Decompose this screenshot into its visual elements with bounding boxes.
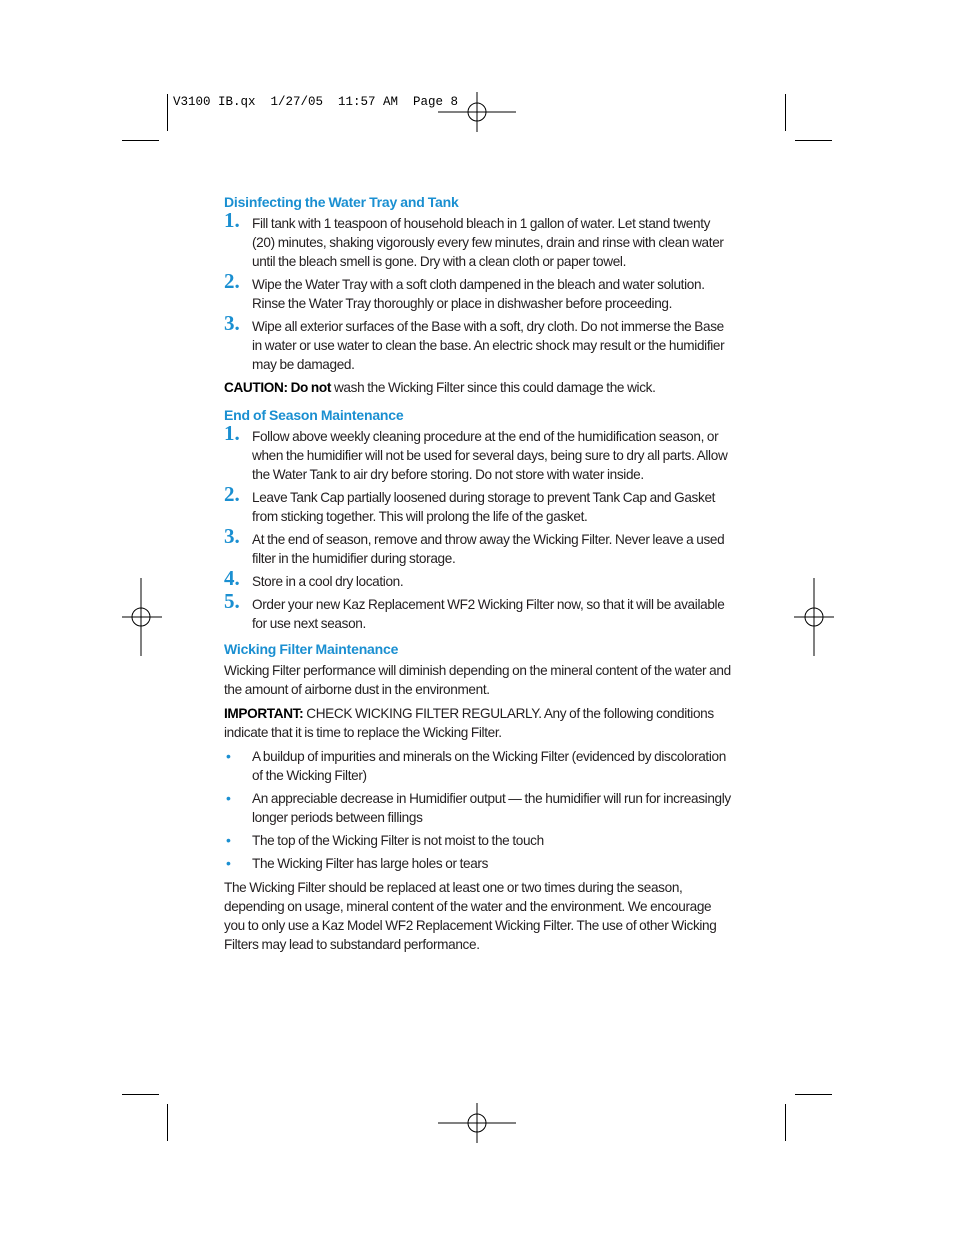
section-end-of-season bbox=[224, 406, 732, 633]
crop-mark bbox=[795, 140, 832, 141]
steps-list bbox=[224, 208, 732, 374]
caution-text: wash the Wicking Filter since this could damage the wick. bbox=[331, 380, 656, 395]
crop-mark bbox=[122, 140, 159, 141]
list-item bbox=[224, 831, 732, 850]
bullet-icon: • bbox=[226, 855, 231, 871]
list-item bbox=[224, 854, 732, 873]
bullet-icon: • bbox=[226, 790, 231, 806]
step-number: 2. bbox=[224, 269, 240, 293]
section-title: Disinfecting the Water Tray and Tank bbox=[224, 194, 459, 210]
list-item bbox=[224, 482, 732, 526]
step-text: At the end of season, remove and throw away the Wicking Filter. Never leave a used filter in the humidifier during storage. bbox=[252, 532, 725, 566]
list-item bbox=[224, 524, 732, 568]
section-disinfecting bbox=[224, 193, 732, 397]
crop-mark bbox=[785, 1104, 786, 1141]
intro-paragraph: Wicking Filter performance will diminish depending on the mineral content of the water and the amount of airborne dust in the environment. bbox=[224, 663, 731, 697]
registration-mark-icon bbox=[794, 578, 834, 656]
step-text: Wipe all exterior surfaces of the Base with a soft, dry cloth. Do not immerse the Base in water or use water to clean the base. An electric shock may result or the humidifier may be damaged. bbox=[252, 319, 725, 372]
step-number: 1. bbox=[224, 208, 240, 232]
list-item bbox=[224, 311, 732, 374]
caution-note bbox=[224, 378, 732, 397]
page-content bbox=[224, 193, 732, 961]
step-text: Order your new Kaz Replacement WF2 Wicking Filter now, so that it will be available for use next season. bbox=[252, 597, 725, 631]
step-text: Leave Tank Cap partially loosened during storage to prevent Tank Cap and Gasket from sticking together. This will prolong the life of the gasket. bbox=[252, 490, 716, 524]
crop-mark bbox=[167, 1104, 168, 1141]
registration-mark-icon bbox=[438, 1103, 516, 1143]
closing-paragraph: The Wicking Filter should be replaced at least one or two times during the season, depending on usage, mineral content of the water and the environment. We encourage you to only use a Kaz Model WF2 Replacement Wicking Filter. The use of other Wicking Filters may lead to substandard performance. bbox=[224, 880, 717, 952]
crop-mark bbox=[785, 94, 786, 131]
bullet-icon: • bbox=[226, 748, 231, 764]
list-item bbox=[224, 789, 732, 827]
list-item bbox=[224, 269, 732, 313]
list-item bbox=[224, 566, 732, 591]
step-number: 1. bbox=[224, 421, 240, 445]
caution-label: CAUTION: Do not bbox=[224, 380, 332, 395]
registration-mark-icon bbox=[438, 92, 516, 132]
list-item bbox=[224, 747, 732, 785]
print-slug: V3100 IB.qx 1/27/05 11:57 AM Page 8 bbox=[173, 95, 459, 109]
step-text: Fill tank with 1 teaspoon of household bleach in 1 gallon of water. Let stand twenty (20) minutes, shaking vigorously every few minutes, drain and rinse with clean water until the bleach smell is gone. Dry with a clean cloth or paper towel. bbox=[252, 216, 724, 269]
list-item bbox=[224, 589, 732, 633]
section-wicking-filter bbox=[224, 640, 732, 954]
bullet-icon: • bbox=[226, 832, 231, 848]
step-text: Store in a cool dry location. bbox=[252, 574, 404, 589]
step-number: 3. bbox=[224, 311, 240, 335]
registration-mark-icon bbox=[122, 578, 162, 656]
step-number: 2. bbox=[224, 482, 240, 506]
list-item bbox=[224, 208, 732, 271]
section-title: End of Season Maintenance bbox=[224, 407, 404, 423]
list-item bbox=[224, 421, 732, 484]
step-text: Follow above weekly cleaning procedure at the end of the humidification season, or when the humidifier will not be used for several days, being sure to dry all parts. Allow the Water Tank to air dry before storing. Do not store with water inside. bbox=[252, 429, 728, 482]
step-text: Wipe the Water Tray with a soft cloth dampened in the bleach and water solution. Rinse the Water Tray thoroughly or place in dishwasher before proceeding. bbox=[252, 277, 705, 311]
bullet-text: A buildup of impurities and minerals on the Wicking Filter (evidenced by discoloration of the Wicking Filter) bbox=[252, 749, 726, 783]
crop-mark bbox=[795, 1094, 832, 1095]
section-title: Wicking Filter Maintenance bbox=[224, 641, 399, 657]
important-note bbox=[224, 704, 732, 742]
step-number: 4. bbox=[224, 566, 240, 590]
step-number: 3. bbox=[224, 524, 240, 548]
important-text: CHECK WICKING FILTER REGULARLY. Any of the following conditions indicate that it is time to replace the Wicking Filter. bbox=[224, 706, 714, 740]
steps-list bbox=[224, 421, 732, 633]
bullet-text: The Wicking Filter has large holes or tears bbox=[252, 856, 489, 871]
crop-mark bbox=[122, 1094, 159, 1095]
bullet-text: An appreciable decrease in Humidifier output — the humidifier will run for increasingly longer periods between fillings bbox=[252, 791, 731, 825]
bullet-text: The top of the Wicking Filter is not moist to the touch bbox=[252, 833, 544, 848]
important-label: IMPORTANT: bbox=[224, 706, 304, 721]
conditions-list bbox=[224, 747, 732, 873]
crop-mark bbox=[167, 94, 168, 131]
step-number: 5. bbox=[224, 589, 240, 613]
